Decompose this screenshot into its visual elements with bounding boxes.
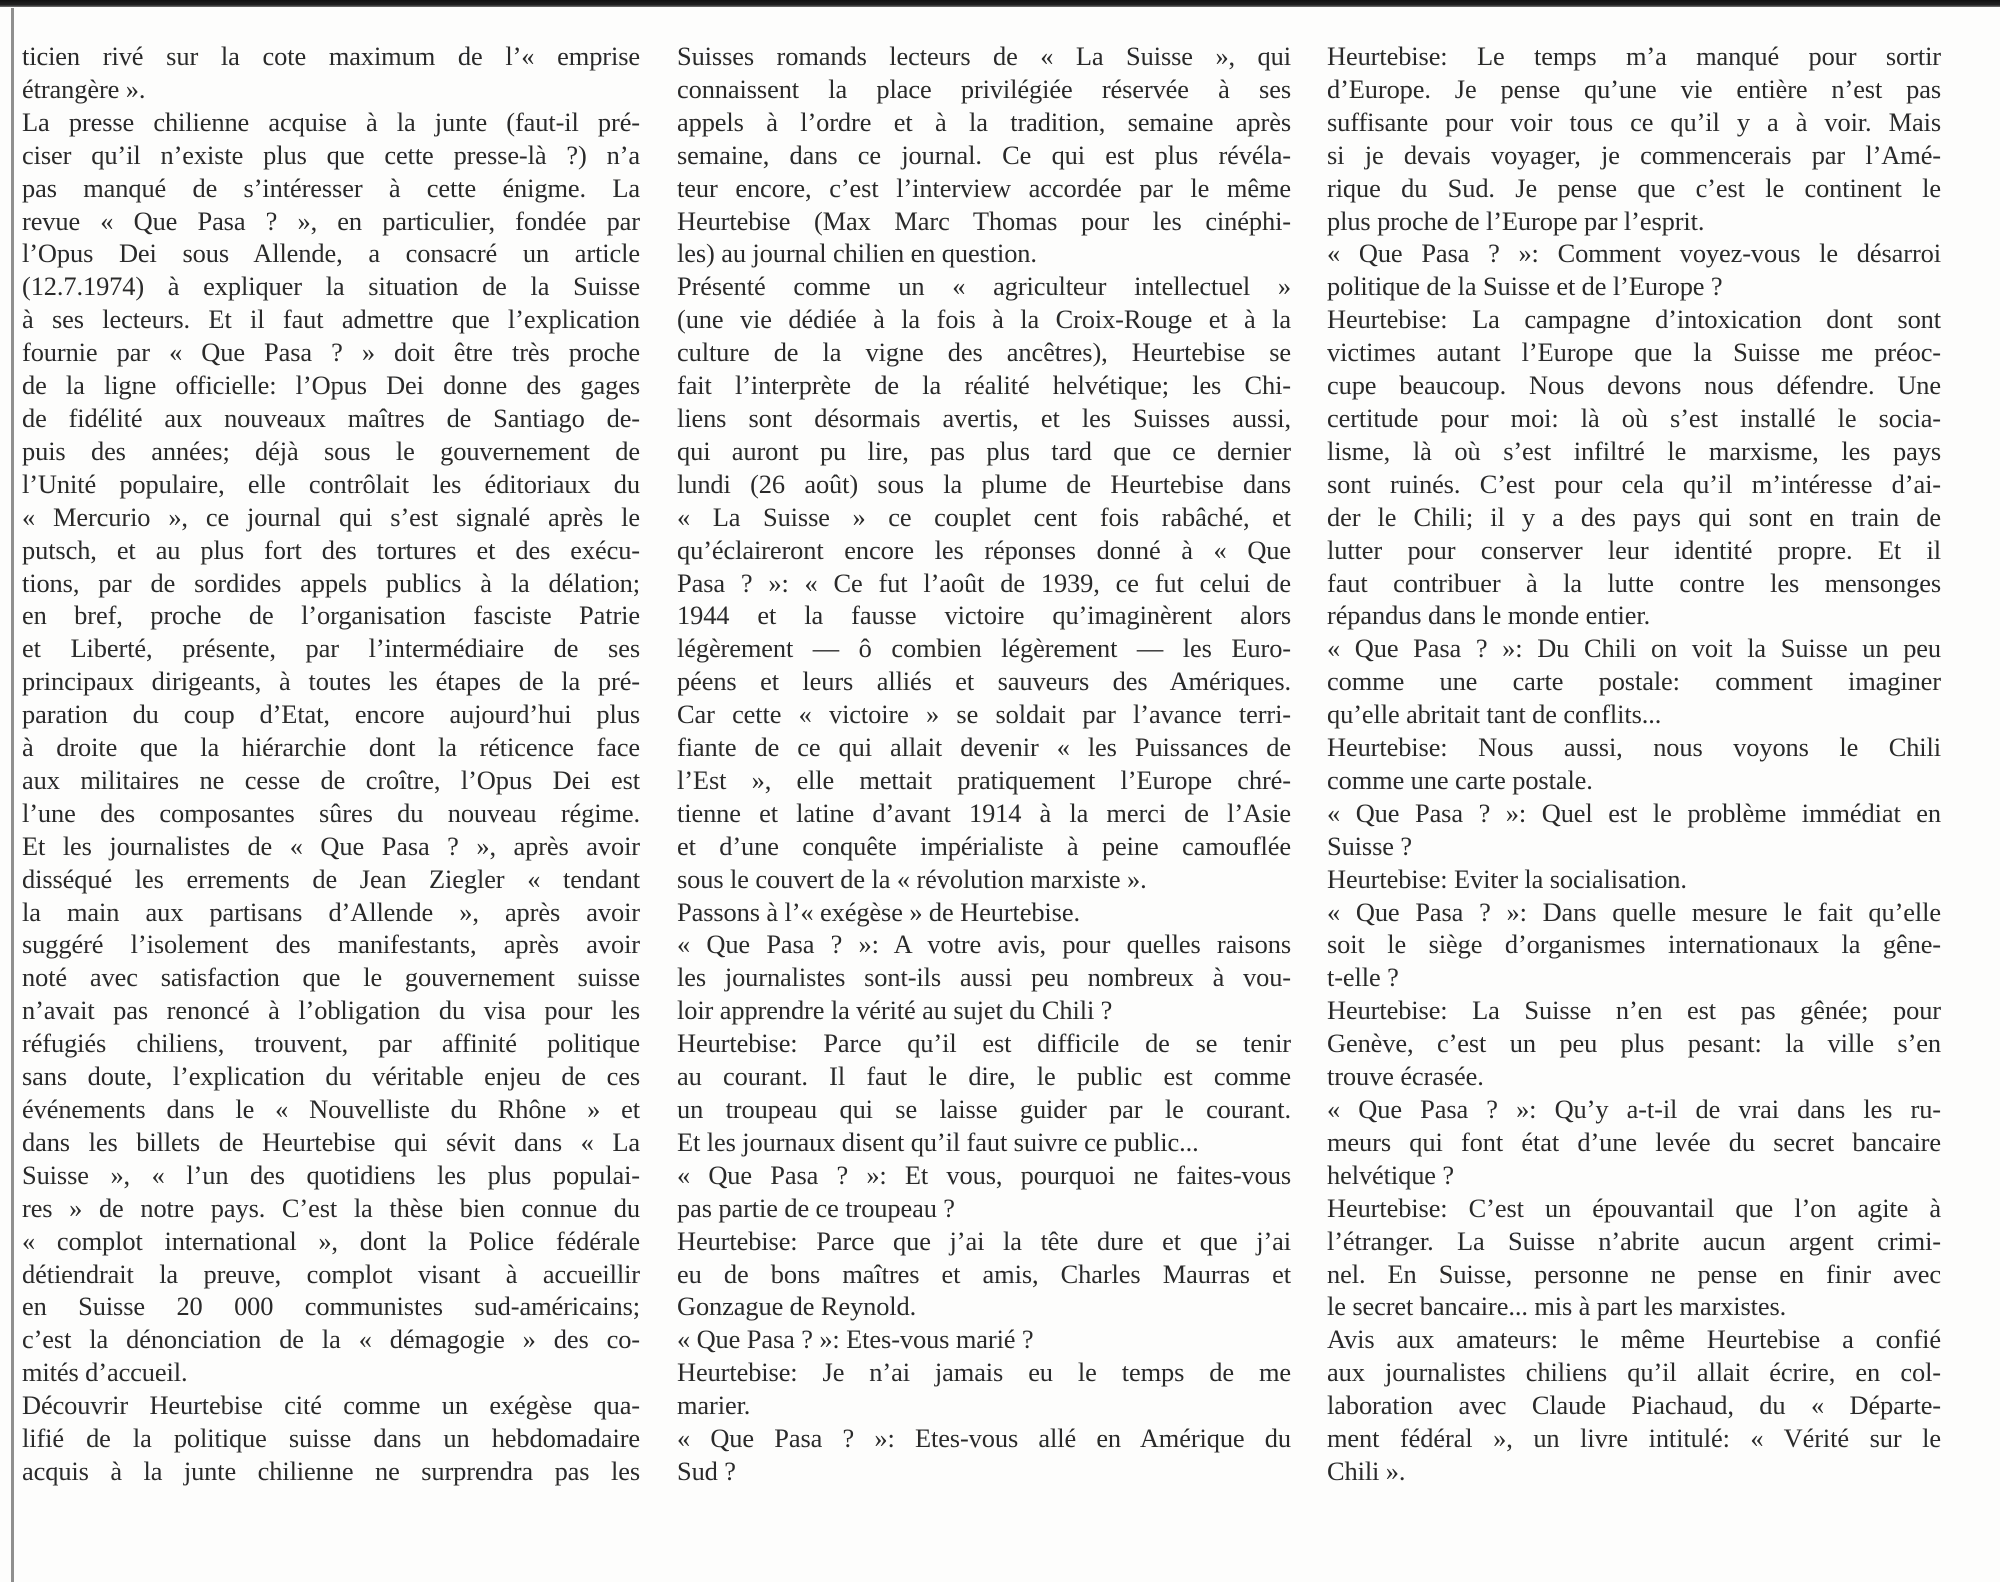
text-line: noté avec satisfaction que le gouvernement suisse [22,962,640,993]
text-line: principaux dirigeants, à toutes les étapes de la pré- [22,666,640,697]
text-line: fiante de ce qui allait devenir « les Puissances de [677,732,1291,763]
text-line: et Liberté, présente, par l’intermédiaire de ses [22,633,640,664]
paragraph [677,1422,1291,1488]
text-line: le secret bancaire... mis à part les marxistes. [1327,1291,1787,1322]
text-line: meurs qui font état d’une levée du secret bancaire [1327,1126,1941,1157]
text-line: à droite que la hiérarchie dont la réticence face [22,732,640,763]
paragraph [22,1389,640,1488]
text-line: les journalistes sont-ils aussi peu nombreux à vou- [677,962,1291,993]
text-line: Avis aux amateurs: le même Heurtebise a confié [1327,1324,1941,1355]
text-line: Suisse ? [1327,830,1412,861]
left-margin-rule [11,8,14,1582]
text-line: Et les journaux disent qu’il faut suivre ce public... [677,1126,1199,1157]
text-line: connaissent la place privilégiée réservée à ses [677,73,1291,104]
text-line: faut contribuer à la lutte contre les mensonges [1327,567,1941,598]
text-line: pas partie de ce troupeau ? [677,1192,955,1223]
text-line: culture de la vigne des ancêtres), Heurtebise se [677,337,1291,368]
paragraph [1327,632,1941,731]
text-line: fait l’interprète de la réalité helvétique; les Chi- [677,370,1291,401]
text-line: « complot international », dont la Police fédérale [22,1225,640,1256]
text-line: « Que Pasa ? »: Comment voyez-vous le désarroi [1327,238,1941,269]
paragraph [1327,1093,1941,1192]
text-line: plus proche de l’Europe par l’esprit. [1327,205,1705,236]
text-line: Sud ? [677,1455,736,1486]
text-line: Heurtebise: Parce que j’ai la tête dure et que j’ai [677,1225,1291,1256]
text-line: ment fédéral », un livre intitulé: « Vérité sur le [1327,1423,1941,1454]
text-line: teur encore, c’est l’interview accordée par le même [677,172,1291,203]
text-line: étrangère ». [22,73,146,104]
text-line: loir apprendre la vérité au sujet du Chili ? [677,995,1113,1026]
text-line: cupe beaucoup. Nous devons nous défendre. Une [1327,370,1941,401]
text-line: détiendrait la preuve, complot visant à accueillir [22,1258,640,1289]
text-line: de fidélité aux nouveaux maîtres de Santiago de- [22,402,640,433]
text-line: victimes autant l’Europe que la Suisse me préoc- [1327,337,1941,368]
text-line: appels à l’ordre et à la tradition, semaine après [677,106,1291,137]
text-line: semaine, dans ce journal. Ce qui est plus révéla- [677,139,1291,170]
text-line: en Suisse 20 000 communistes sud-américains; [22,1291,640,1322]
text-line: la main aux partisans d’Allende », après avoir [22,896,640,927]
text-line: qui auront pu lire, pas plus tard que ce dernier [677,435,1291,466]
paragraph [1327,731,1941,797]
text-line: politique de la Suisse et de l’Europe ? [1327,271,1723,302]
text-line: « Mercurio », ce journal qui s’est signalé après le [22,501,640,532]
text-line: à ses lecteurs. Et il faut admettre que l’explication [22,304,640,335]
text-line: Gonzague de Reynold. [677,1291,917,1322]
paragraph [1327,797,1941,863]
paragraph [1327,40,1941,237]
text-line: Et les journalistes de « Que Pasa ? », après avoir [22,830,640,861]
paragraph [677,1323,1291,1356]
text-line: Présenté comme un « agriculteur intellectuel » [677,271,1291,302]
text-line: répandus dans le monde entier. [1327,600,1651,631]
text-line: aux militaires ne cesse de croître, l’Opus Dei est [22,764,640,795]
paragraph [1327,896,1941,995]
text-line: l’étranger. La Suisse n’abrite aucun argent crimi- [1327,1225,1941,1256]
text-line: mités d’accueil. [22,1357,188,1388]
text-column-3 [1327,40,1941,1488]
text-line: légèrement — ô combien légèrement — les Euro- [677,633,1291,664]
paragraph [1327,303,1941,632]
text-line: suffisante pour voir tous ce qu’il y a à voir. Mais [1327,106,1941,137]
paragraph [1327,994,1941,1093]
text-line: « Que Pasa ? »: Quel est le problème immédiat en [1327,797,1941,828]
text-line: Suisse », « l’un des quotidiens les plus populai- [22,1159,640,1190]
paragraph [677,928,1291,1027]
text-line: qu’elle abritait tant de conflits... [1327,699,1662,730]
paragraph [677,40,1291,270]
text-line: sont ruinés. C’est pour cela qu’il m’intéresse d’ai- [1327,468,1941,499]
text-line: suggéré l’isolement des manifestants, après avoir [22,929,640,960]
text-line: d’Europe. Je pense qu’une vie entière n’est pas [1327,73,1941,104]
text-line: péens et leurs alliés et sauveurs des Amériques. [677,666,1291,697]
text-line: La presse chilienne acquise à la junte (faut-il pré- [22,106,640,137]
paragraph [1327,1192,1941,1324]
text-line: tienne et latine d’avant 1914 à la merci de l’Asie [677,797,1291,828]
text-line: lutter pour conserver leur identité propre. Et il [1327,534,1941,565]
text-line: Genève, c’est un peu plus pesant: la ville s’en [1327,1028,1941,1059]
text-line: « Que Pasa ? »: A votre avis, pour quelles raisons [677,929,1291,960]
text-line: Passons à l’« exégèse » de Heurtebise. [677,896,1080,927]
text-line: l’une des composantes sûres du nouveau régime. [22,797,640,828]
text-line: 1944 et la fausse victoire qu’imaginèrent alors [677,600,1291,631]
text-line: en bref, proche de l’organisation fasciste Patrie [22,600,640,631]
text-line: ciser qu’il n’existe plus que cette presse-là ?) n’a [22,139,640,170]
text-line: Car cette « victoire » se soldait par l’avance terri- [677,699,1291,730]
text-line: Suisses romands lecteurs de « La Suisse », qui [677,41,1291,71]
text-line: de la ligne officielle: l’Opus Dei donne des gages [22,370,640,401]
text-line: paration du coup d’Etat, encore aujourd’hui plus [22,699,640,730]
text-line: Heurtebise: Nous aussi, nous voyons le Chili [1327,732,1941,763]
text-line: Heurtebise: Parce qu’il est difficile de se tenir [677,1028,1291,1059]
text-line: puis des années; déjà sous le gouvernement de [22,435,640,466]
paragraph [22,40,640,106]
text-line: marier. [677,1390,751,1421]
text-line: disséqué les errements de Jean Ziegler « tendant [22,863,640,894]
text-line: Pasa ? »: « Ce fut l’août de 1939, ce fut celui de [677,567,1291,598]
text-line: helvétique ? [1327,1159,1455,1190]
text-line: qu’éclaireront encore les réponses donné à « Que [677,534,1291,565]
text-line: « Que Pasa ? »: Etes-vous allé en Amérique du [677,1423,1291,1454]
text-line: fournie par « Que Pasa ? » doit être très proche [22,337,640,368]
paragraph [677,896,1291,929]
text-line: t-elle ? [1327,962,1399,993]
text-line: liens sont désormais avertis, et les Suisses aussi, [677,402,1291,433]
text-line: lifié de la politique suisse dans un hebdomadaire [22,1423,640,1454]
text-line: l’Unité populaire, elle contrôlait les éditoriaux du [22,468,640,499]
text-line: Heurtebise: Je n’ai jamais eu le temps de me [677,1357,1291,1388]
text-line: pas manqué de s’intéresser à cette énigme. La [22,172,640,203]
text-column-1 [22,40,640,1488]
text-line: au courant. Il faut le dire, le public est comme [677,1061,1291,1092]
text-line: (une vie dédiée à la fois à la Croix-Rouge et à la [677,304,1291,335]
text-line: « Que Pasa ? »: Etes-vous marié ? [677,1324,1034,1355]
text-line: ticien rivé sur la cote maximum de l’« emprise [22,41,640,71]
paragraph [677,1356,1291,1422]
paragraph [1327,863,1941,896]
paragraph [1327,1323,1941,1488]
text-line: « Que Pasa ? »: Et vous, pourquoi ne faites-vous [677,1159,1291,1190]
text-line: sans doute, l’explication du véritable enjeu de ces [22,1061,640,1092]
text-line: dans les billets de Heurtebise qui sévit dans « La [22,1126,640,1157]
paragraph [677,270,1291,895]
text-line: Chili ». [1327,1455,1406,1486]
paragraph [1327,237,1941,303]
text-line: putsch, et au plus fort des tortures et des exécu- [22,534,640,565]
text-line: aux journalistes chiliens qu’il allait écrire, en col- [1327,1357,1941,1388]
text-line: si je devais voyager, je commencerais par l’Amé- [1327,139,1941,170]
text-line: « Que Pasa ? »: Qu’y a-t-il de vrai dans les ru- [1327,1094,1941,1124]
text-column-2 [677,40,1291,1488]
text-line: un troupeau qui se laisse guider par le courant. [677,1094,1291,1124]
text-line: nel. En Suisse, personne ne pense en finir avec [1327,1258,1941,1289]
text-line: tions, par de sordides appels publics à la délation; [22,567,640,598]
text-line: laboration avec Claude Piachaud, du « Départe- [1327,1390,1941,1421]
text-line: comme une carte postale: comment imaginer [1327,666,1941,697]
text-line: « Que Pasa ? »: Dans quelle mesure le fait qu’elle [1327,896,1941,927]
text-line: c’est la dénonciation de la « démagogie » des co- [22,1324,640,1355]
text-line: certitude pour moi: là où s’est installé le socia- [1327,402,1941,433]
text-line: n’avait pas renoncé à l’obligation du visa pour les [22,995,640,1026]
text-line: lundi (26 août) sous la plume de Heurtebise dans [677,468,1291,499]
paragraph [677,1159,1291,1225]
text-line: Heurtebise: C’est un épouvantail que l’on agite à [1327,1192,1941,1223]
text-line: (12.7.1974) à expliquer la situation de la Suisse [22,271,640,302]
text-line: réfugiés chiliens, trouvent, par affinité politique [22,1028,640,1059]
text-line: Heurtebise: La campagne d’intoxication dont sont [1327,304,1941,335]
text-line: acquis à la junte chilienne ne surprendra pas les [22,1455,640,1486]
text-line: les) au journal chilien en question. [677,238,1037,269]
paragraph [677,1225,1291,1324]
text-line: res » de notre pays. C’est la thèse bien connue du [22,1192,640,1223]
text-line: revue « Que Pasa ? », en particulier, fondée par [22,205,640,236]
text-line: eu de bons maîtres et amis, Charles Maurras et [677,1258,1291,1289]
text-line: et d’une conquête impérialiste à peine camouflée [677,830,1291,861]
text-line: rique du Sud. Je pense que c’est le continent le [1327,172,1941,203]
text-line: « La Suisse » ce couplet cent fois rabâché, et [677,501,1291,532]
text-line: comme une carte postale. [1327,764,1593,795]
text-line: sous le couvert de la « révolution marxiste ». [677,863,1147,894]
text-line: « Que Pasa ? »: Du Chili on voit la Suisse un peu [1327,633,1941,664]
paragraph [22,106,640,1389]
paragraph [677,1027,1291,1159]
text-line: Heurtebise: Eviter la socialisation. [1327,863,1687,894]
text-line: Heurtebise (Max Marc Thomas pour les cinéphi- [677,205,1291,236]
text-line: soit le siège d’organismes internationaux la gêne- [1327,929,1941,960]
text-line: trouve écrasée. [1327,1061,1484,1092]
text-line: lisme, là où s’est infiltré le marxisme, les pays [1327,435,1941,466]
text-line: l’Est », elle mettait pratiquement l’Europe chré- [677,764,1291,795]
text-line: Découvrir Heurtebise cité comme un exégèse qua- [22,1390,640,1421]
text-line: Heurtebise: Le temps m’a manqué pour sortir [1327,41,1941,71]
text-line: der le Chili; il y a des pays qui sont en train de [1327,501,1941,532]
text-line: Heurtebise: La Suisse n’en est pas gênée; pour [1327,995,1941,1026]
text-line: l’Opus Dei sous Allende, a consacré un article [22,238,640,269]
text-line: événements dans le « Nouvelliste du Rhône » et [22,1094,640,1124]
top-border-rule [0,0,2000,7]
